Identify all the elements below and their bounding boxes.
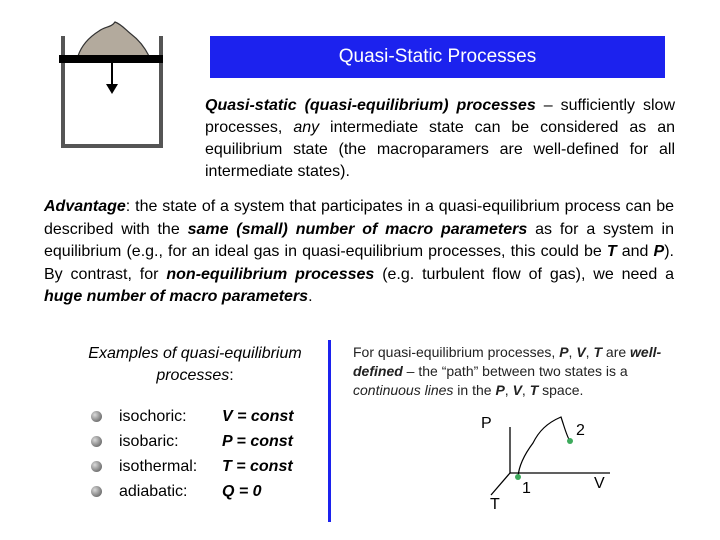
examples-heading: Examples of quasi-equilibrium processes: — [88, 345, 302, 384]
vertical-divider — [328, 340, 331, 522]
process-name: isochoric: — [119, 408, 187, 425]
state-2-point — [567, 438, 573, 444]
pvt-note: For quasi-equilibrium processes, P, V, T are well-defined – the “path” between two states is a continuous lines in the P, V, T space. — [353, 344, 662, 398]
state-2-label: 2 — [576, 422, 585, 439]
list-item — [85, 479, 325, 504]
state-1-label: 1 — [522, 480, 531, 497]
process-condition: T = const — [222, 458, 293, 475]
definition-paragraph: Quasi-static (quasi-equilibrium) processes – sufficiently slow processes, any intermediate state can be considered as an equilibrium state (the macroparamers are well-defined for all intermediate states). — [205, 97, 676, 180]
axis-label-p: P — [481, 415, 492, 432]
list-item — [85, 404, 325, 429]
list-item — [85, 429, 325, 454]
piston-illustration — [55, 18, 170, 153]
definition-term: Quasi-static (quasi-equilibrium) processes — [205, 97, 536, 114]
piston-plate — [59, 55, 163, 63]
bullet-icon — [91, 411, 102, 422]
state-1-point — [515, 474, 521, 480]
process-name: adiabatic: — [119, 483, 188, 500]
examples-list — [85, 404, 325, 504]
advantage-term: Advantage — [44, 198, 126, 215]
axis-label-t: T — [490, 496, 500, 513]
axis-label-v: V — [594, 475, 605, 492]
t-axis — [491, 473, 510, 495]
process-name: isothermal: — [119, 458, 198, 475]
advantage-paragraph: Advantage: the state of a system that participates in a quasi-equilibrium process can be described with the same (small) number of macro parameters as for a system in equilibrium (e.g., for an ideal gas in quasi-equilibrium processes, this could be T and P). By contrast, for non-equilibrium processes (e.g. turbulent flow of gas), we need a huge number of macro parameters. — [44, 198, 675, 305]
process-condition: V = const — [222, 408, 294, 425]
process-path — [518, 417, 570, 477]
arrow-down-icon — [106, 84, 118, 94]
title-banner — [210, 36, 665, 78]
process-name: isobaric: — [119, 433, 179, 450]
bullet-icon — [91, 436, 102, 447]
process-condition: Q = 0 — [222, 483, 262, 500]
list-item — [85, 454, 325, 479]
page-title: Quasi-Static Processes — [338, 46, 537, 67]
bullet-icon — [91, 486, 102, 497]
pvt-diagram — [455, 405, 635, 515]
powder-weight-icon — [78, 22, 149, 56]
bullet-icon — [91, 461, 102, 472]
process-condition: P = const — [222, 433, 293, 450]
